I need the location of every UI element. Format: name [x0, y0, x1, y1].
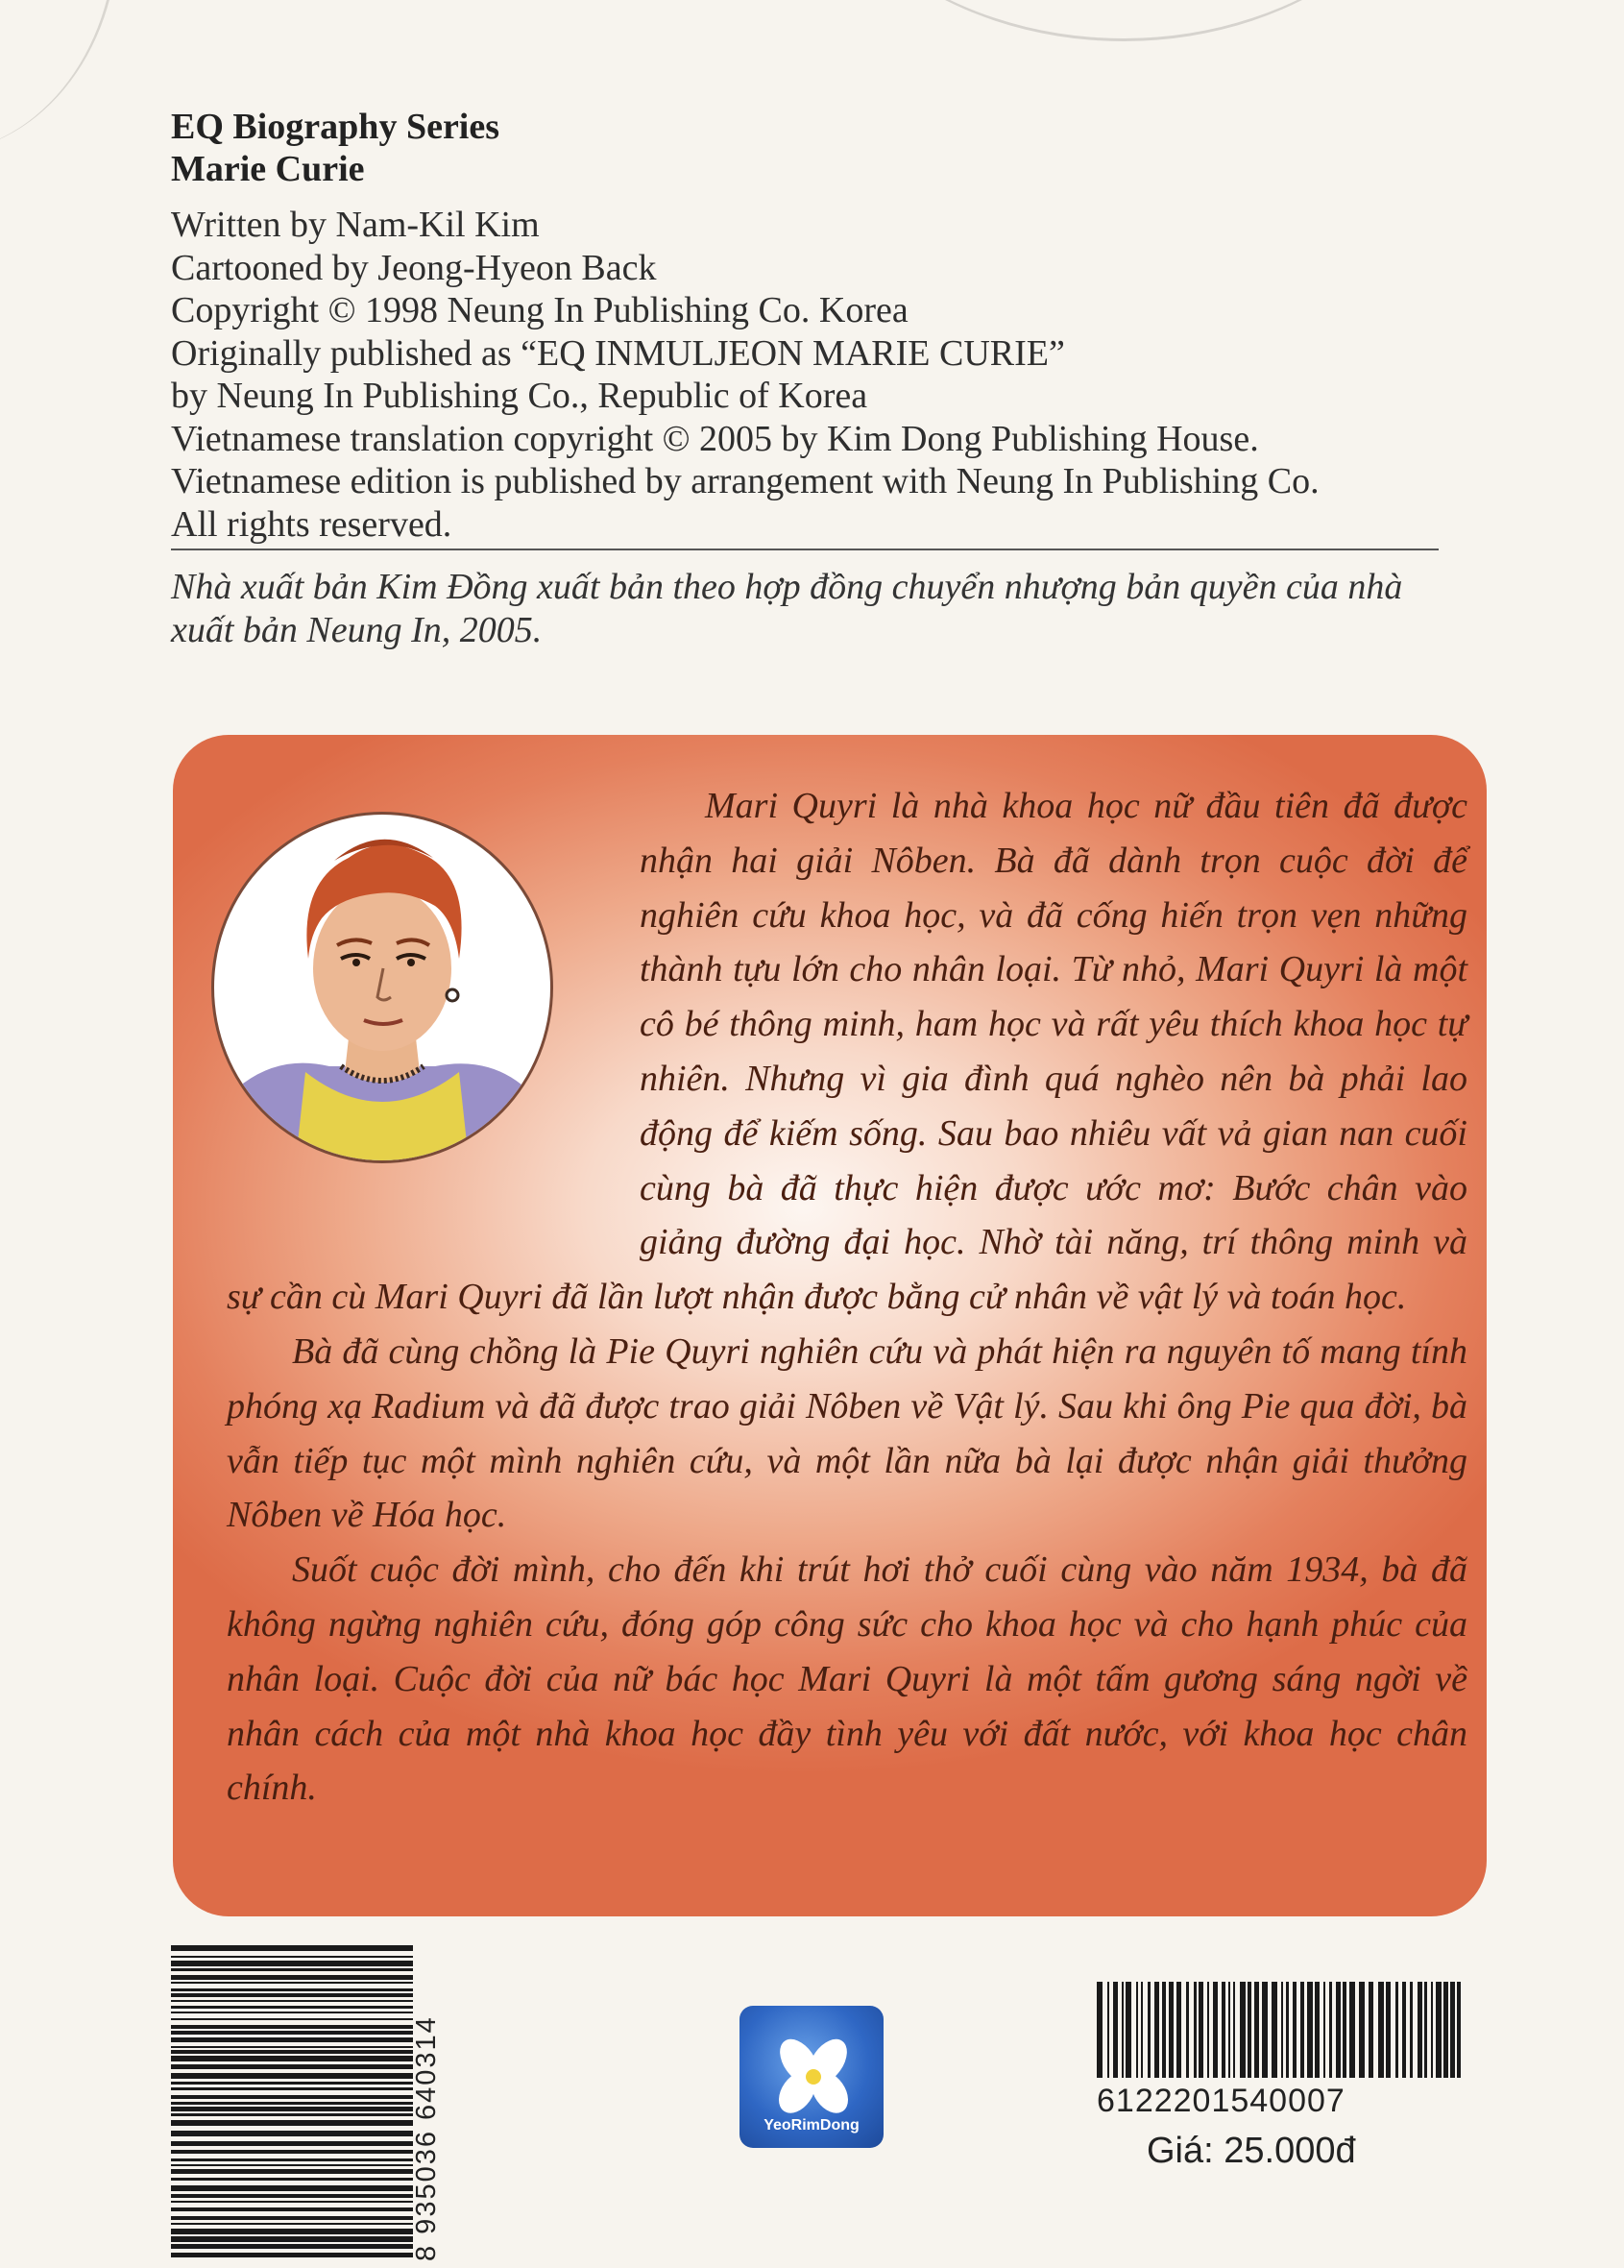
- barcode-bar: [1233, 1982, 1235, 2078]
- barcode-bar: [1126, 1982, 1131, 2078]
- barcode-bar: [1349, 1982, 1355, 2078]
- credit-original-title: Originally published as “EQ INMULJEON MARIE CURIE”: [171, 332, 1065, 374]
- barcode-bar: [1154, 1982, 1159, 2078]
- barcode-bar: [171, 2087, 413, 2090]
- barcode-bar: [1293, 1982, 1297, 2078]
- barcode-bar: [171, 2046, 413, 2048]
- barcode-bar: [171, 2050, 413, 2054]
- barcode-bar: [1122, 1982, 1124, 2078]
- barcode-bar: [1169, 1982, 1174, 2078]
- summary-paragraph: Bà đã cùng chồng là Pie Quyri nghiên cứu và phát hiện ra nguyên tố mang tính phóng xạ Radium và đã được trao giải Nôben về Vật lý. Sau khi ông Pie qua đời, bà vẫn tiếp tục một mình nghiên cứu, và một lần nữa bà lại được nhận giải thưởng Nôben về Hóa học.: [227, 1330, 1467, 1536]
- summary-paragraph: Mari Quyri là nhà khoa học nữ đầu tiên đã được nhận hai giải Nôben. Bà đã dành trọn cuộc đời để nghiên cứu khoa học, và đã cống hiến trọn vẹn những thành tựu lớn cho nhân loại. Từ nhỏ, Mari Quyri là một cô bé thông minh, ham học và rất yêu thích khoa học tự nhiên. Nhưng vì gia đình quá nghèo nên bà phải lao động để kiếm sống. Sau bao nhiêu vất vả gian nan cuối cùng bà đã thực hiện được ước mơ: Bước chân vào giảng đường đại học. Nhờ tài năng, trí thông minh và sự cần cù Mari Quyri đã lần lượt nhận được bằng cử nhân về vật lý và toán học.: [227, 786, 1467, 1318]
- barcode-bar: [1222, 1982, 1225, 2078]
- barcode-bar: [171, 2236, 413, 2242]
- barcode-bar: [171, 2025, 413, 2029]
- price-label: Giá: 25.000đ: [1147, 2131, 1356, 2171]
- barcode-bar: [1186, 1982, 1189, 2078]
- barcode-bar: [1418, 1982, 1422, 2078]
- barcode-bar: [171, 2223, 413, 2225]
- vietnamese-rights-note: Nhà xuất bản Kim Đồng xuất bản theo hợp đồng chuyển nhượng bản quyền của nhà xuất bản Neung In, 2005.: [171, 567, 1403, 650]
- barcode-bar: [1450, 1982, 1455, 2078]
- summary-paragraph: Suốt cuộc đời mình, cho đến khi trút hơi thở cuối cùng vào năm 1934, bà đã không ngừng nghiên cứu, đóng góp công sức cho khoa học và cho hạnh phúc của nhân loại. Cuộc đời của nữ bác học Mari Quyri là một tấm gương sáng ngời về nhân cách của một nhà khoa học đầy tình yêu với đất nước, với khoa học chân chính.: [227, 1549, 1467, 1809]
- barcode-bar: [171, 2095, 413, 2099]
- barcode-bar: [1194, 1982, 1197, 2078]
- barcode-bar: [171, 1968, 413, 1971]
- barcode-bar: [171, 1956, 413, 1958]
- barcode-bar: [171, 2194, 413, 2198]
- barcode-bar: [1378, 1982, 1384, 2078]
- credit-rights: All rights reserved.: [171, 503, 452, 545]
- barcode-bar: [1254, 1982, 1259, 2078]
- publication-header: [171, 106, 1448, 546]
- decorative-arc-left: [0, 0, 118, 154]
- barcode-bar: [1443, 1982, 1448, 2078]
- barcode-bar: [1141, 1982, 1143, 2078]
- barcode-bar: [171, 2082, 413, 2085]
- barcode-bar: [1424, 1982, 1427, 2078]
- credit-original-publisher: by Neung In Publishing Co., Republic of Korea: [171, 376, 868, 416]
- barcode-bar: [171, 2107, 413, 2111]
- summary-box: [173, 735, 1487, 1916]
- barcode-bar: [171, 2169, 413, 2174]
- barcode-bar: [171, 1975, 413, 1980]
- credit-cartoonist: Cartooned by Jeong-Hyeon Back: [171, 247, 657, 288]
- barcode-bar: [1176, 1982, 1181, 2078]
- barcode-bar: [171, 2000, 413, 2002]
- barcode-bar: [1359, 1982, 1365, 2078]
- barcode-bar: [1281, 1982, 1283, 2078]
- barcode-bar: [171, 2120, 413, 2126]
- barcode-bar: [171, 2253, 413, 2257]
- barcode-bar: [171, 2102, 413, 2105]
- credit-arrangement: Vietnamese edition is published by arrangement with Neung In Publishing Co.: [171, 461, 1320, 501]
- barcode-bar: [1248, 1982, 1251, 2078]
- barcode-bar: [1240, 1982, 1246, 2078]
- decorative-arc-right: [788, 0, 1460, 41]
- barcode-bar: [171, 2141, 413, 2146]
- barcode-bar: [1336, 1982, 1341, 2078]
- barcode-bar: [171, 2006, 413, 2009]
- barcode-bar: [1329, 1982, 1332, 2078]
- book-title: Marie Curie: [171, 149, 365, 189]
- barcode-bar: [1457, 1982, 1461, 2078]
- barcode-bar: [171, 2018, 413, 2020]
- divider-line: [171, 549, 1439, 550]
- barcode-bar: [1213, 1982, 1218, 2078]
- barcode-bar: [171, 1988, 413, 1991]
- credit-copyright: Copyright © 1998 Neung In Publishing Co. Korea: [171, 290, 909, 330]
- isbn-number: 8 935036 640314: [411, 2015, 442, 2261]
- barcode-bar: [171, 2056, 413, 2061]
- barcode-bar: [1386, 1982, 1391, 2078]
- barcode-bar: [1148, 1982, 1151, 2078]
- barcode-bar: [1199, 1982, 1203, 2078]
- credit-translation-copyright: Vietnamese translation copyright © 2005 by Kim Dong Publishing House.: [171, 418, 1259, 459]
- barcode-bar: [1136, 1982, 1138, 2078]
- series-title: EQ Biography Series: [171, 107, 500, 147]
- barcode-bar: [1410, 1982, 1413, 2078]
- barcode-bar: [171, 2178, 413, 2181]
- barcode-bar: [171, 2207, 413, 2211]
- barcode-bar: [1286, 1982, 1289, 2078]
- barcode-bar: [1228, 1982, 1230, 2078]
- barcode-bar: [1272, 1982, 1277, 2078]
- barcode-bar: [1113, 1982, 1118, 2078]
- barcode-bar: [171, 2150, 413, 2154]
- barcode-bar: [171, 2216, 413, 2220]
- barcode-bar: [1431, 1982, 1433, 2078]
- barcode-bar: [1107, 1982, 1109, 2078]
- barcode-bar: [1402, 1982, 1406, 2078]
- barcode-bar: [1343, 1982, 1346, 2078]
- barcode-bar: [171, 2201, 413, 2203]
- barcode-bar: [171, 2064, 413, 2069]
- barcode-bar: [171, 2012, 413, 2013]
- barcode-bar: [1307, 1982, 1313, 2078]
- barcode-bar: [171, 2244, 413, 2249]
- barcode-bar: [171, 1945, 413, 1951]
- barcode-bar: [171, 2073, 413, 2079]
- barcode-bar: [1436, 1982, 1442, 2078]
- product-barcode: [1097, 1982, 1462, 2078]
- barcode-bar: [1162, 1982, 1166, 2078]
- barcode-bar: [171, 2037, 413, 2042]
- barcode-bar: [171, 2164, 413, 2166]
- barcode-bar: [171, 1961, 413, 1966]
- barcode-bar: [1369, 1982, 1373, 2078]
- barcode-bar: [1262, 1982, 1268, 2078]
- credits-block: [171, 204, 1448, 546]
- barcode-bar: [171, 2131, 413, 2136]
- barcode-number: 6122201540007: [1097, 2083, 1345, 2119]
- publisher-logo: [739, 2006, 884, 2148]
- barcode-bar: [171, 2185, 413, 2191]
- publisher-logo-label: YeoRimDong: [764, 2117, 860, 2134]
- barcode-bar: [1315, 1982, 1320, 2078]
- barcode-bar: [171, 2031, 413, 2035]
- barcode-bar: [1395, 1982, 1398, 2078]
- barcode-bar: [1323, 1982, 1325, 2078]
- credit-author: Written by Nam-Kil Kim: [171, 205, 540, 245]
- barcode-bar: [171, 2158, 413, 2161]
- barcode-bar: [171, 2113, 413, 2116]
- barcode-bar: [171, 2229, 413, 2234]
- barcode-bar: [171, 1982, 413, 1984]
- barcode-bar: [171, 1993, 413, 1997]
- biography-summary: [227, 779, 1467, 1816]
- barcode-bar: [1097, 1982, 1103, 2078]
- barcode-bar: [1207, 1982, 1209, 2078]
- barcode-bar: [1300, 1982, 1304, 2078]
